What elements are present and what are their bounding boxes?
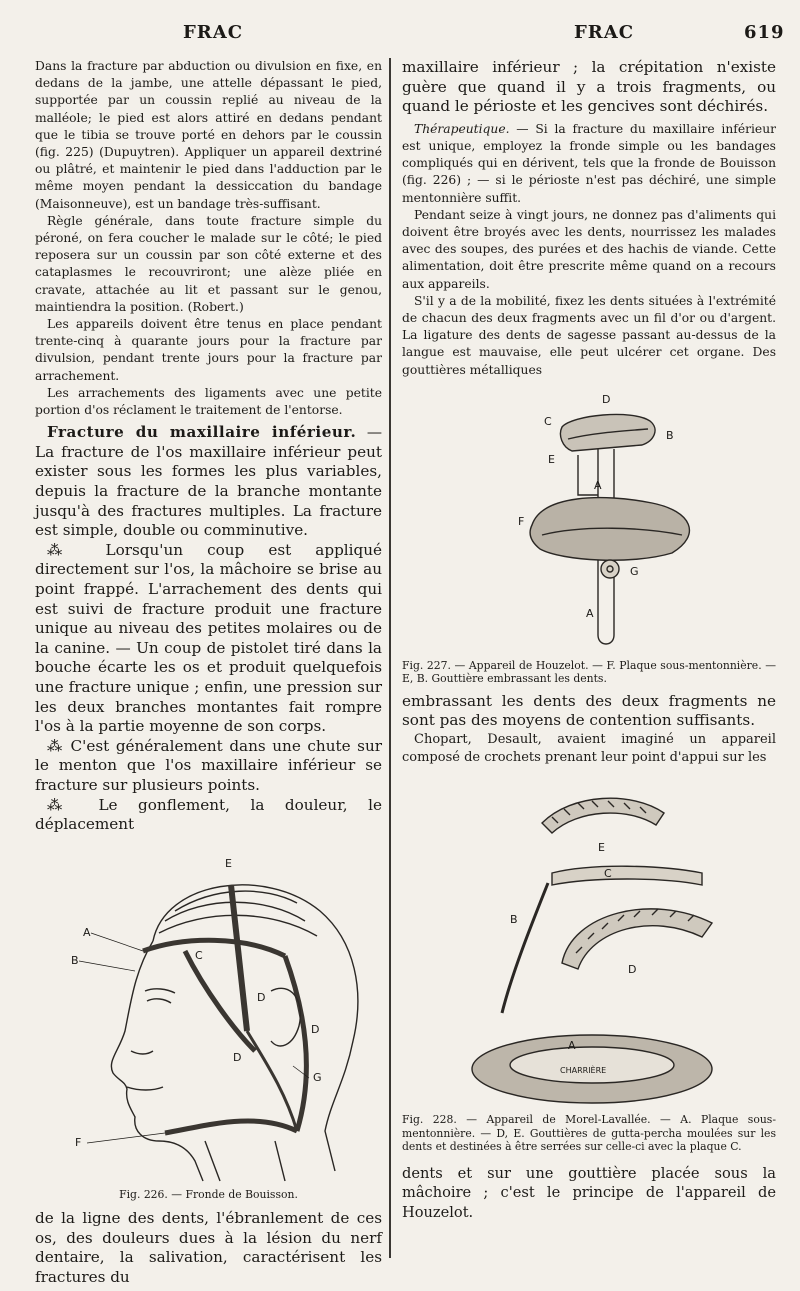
fig226-label-F: F [75,1135,82,1149]
fig228-label-C: C [604,867,612,881]
fig226-label-D3: D [311,1022,320,1036]
fig226-label-G: G [313,1070,322,1084]
paragraph-appareils: Les appareils doivent être tenus en place pendant trente-cinq à quarante jours pour la fracture par divulsion, pendant trente jours pour la fracture par arrachement. [35,317,382,383]
paragraph-gouttiere-placee: dents et sur une gouttière placée sous la mâchoire ; c'est le principe de l'appareil de Houzelot. [402,1164,776,1221]
paragraph-arrachements: Les arrachements des ligaments avec une petite portion d'os réclament le traitement de l'entorse. [35,385,382,418]
paragraph-mobilite: S'il y a de la mobilité, fixez les dents situées à l'extrémité de chacun des deux fragments avec un fil d'or ou d'argent. La ligature des dents de sagesse passant au-dessus de la langue est mauvaise, elle peut ulcérer cet organe. Des gouttières métalliques [402,293,776,377]
paragraph-gonflement: ⁂ Le gonflement, la douleur, le déplacement [35,795,382,834]
right-small-block [402,121,776,379]
fig226-label-C: C [195,948,203,962]
fig227-label-D: D [602,392,611,406]
paragraph-abduction: Dans la fracture par abduction ou divulsion en fixe, en dedans de la jambe, une attelle dépassant le pied, supportée par un coussin replié au niveau de la malléole; le pied est alors attiré en dedans pendant que le tibia se trouve porté en dehors par le coussin (fig. 225) (Dupuytren). Appliquer un appareil dextriné ou plâtré, et maintenir le pied dans l'adduction par le même moyen pendant la dessiccation du bandage (Maisonneuve), est un bandage très-suffisant. [35,59,382,211]
large-text-block-end [35,1209,382,1287]
therapeutique-label: Thérapeutique. [414,121,510,136]
fig226-label-D1: D [257,990,266,1004]
appareil-houzelot-illustration [402,385,776,657]
right-large-block-end [402,1164,776,1223]
appareil-morel-lavallee-illustration [402,773,776,1111]
fig226-label-D2: D [233,1050,242,1064]
fig227-label-B: B [666,428,674,442]
fig227-label-G: G [630,564,639,578]
column-divider [389,58,391,1258]
fig227-label-E: E [548,452,555,466]
left-column [35,58,382,1288]
fig227-caption: Fig. 227. — Appareil de Houzelot. — F. Plaque sous-mentonnière. — E, B. Gouttière embrassant les dents. [402,658,776,686]
fig227-label-A1: A [594,478,602,492]
fig228-label-E: E [598,841,605,855]
paragraph-maxillaire-intro [35,423,382,541]
fig228-label-D: D [628,963,637,977]
paragraph-embrassant: embrassant les dents des deux fragments ne sont pas des moyens de contention suffisants. [402,691,776,730]
section-heading: Fracture du maxillaire inférieur. [47,423,357,442]
paragraph-seize-jours: Pendant seize à vingt jours, ne donnez pas d'aliments qui doivent être broyés avec les dents, nourrissez les malades avec des soupes, des purées et des hachis de viande. Cette alimentation, doit être prescrite même quand on a recours aux appareils. [402,207,776,291]
figure-227 [402,385,776,686]
fig227-label-A2: A [586,606,594,620]
paragraph-maxillaire-text: — La fracture de l'os maxillaire inférieur peut exister sous les formes les plus variables, depuis la fracture de la branche montante jusqu'à des fractures multiples. La fracture est simple, double ou comminutive. [35,423,383,540]
right-large-block-2 [402,692,776,731]
fig227-label-F: F [518,514,525,528]
page-number: 619 [744,22,785,43]
fig226-label-A: A [83,925,91,939]
large-text-block [35,423,382,834]
fig228-stamp: CHARRIÈRE [560,1066,607,1076]
right-small-block-2 [402,731,776,767]
fig227-label-C: C [544,414,552,428]
fig228-caption: Fig. 228. — Appareil de Morel-Lavallée. — A. Plaque sous-mentonnière. — D, E. Gouttières de gutta-percha moulées sur les dents et destinées à être serrées sur celle-ci avec la plaque C. [402,1113,776,1154]
paragraph-therapeutique [402,121,776,207]
fig226-caption: Fig. 226. — Fronde de Bouisson. [119,1187,298,1201]
small-text-block [35,58,382,419]
therapeutique-text: — Si la fracture du maxillaire inférieur est unique, employez la fronde simple ou les bandages compliqués qui en dérivent, tels que la fronde de Bouisson (fig. 226) ; — si le périoste n'est pas déchiré, une simple mentonnière suffit. [402,121,776,205]
figure-226 [35,841,382,1202]
fig226-label-E: E [225,856,232,870]
fronde-bouisson-illustration [35,841,382,1186]
paragraph-regle-generale: Règle générale, dans toute fracture simple du péroné, on fera coucher le malade sur le côté; le pied reposera sur un coussin par son côté externe et des cataplasmes le recouvriront; une alèze pliée en cravate, attachée au lit et passant sur le genou, maintiendra la position. (Robert.) [35,213,382,314]
fig228-label-B: B [510,913,518,927]
running-head-left: FRAC [183,22,244,43]
fig228-label-A: A [568,1039,576,1053]
paragraph-ligne-dents: de la ligne des dents, l'ébranlement de ces os, des douleurs dues à la lésion du nerf dentaire, la salivation, caractérisent les fractures du [35,1209,382,1287]
fig226-label-B: B [71,953,79,967]
running-head-center: FRAC [574,22,635,43]
right-column [402,58,776,1222]
paragraph-chopart: Chopart, Desault, avaient imaginé un appareil composé de crochets prenant leur point d'appui sur les [402,732,776,766]
right-large-block [402,58,776,117]
paragraph-coup-direct: ⁂ Lorsqu'un coup est appliqué directement sur l'os, la mâchoire se brise au point frappé. L'arrachement des dents qui est suivi de fracture produit une fracture unique au niveau des petites molaires ou de la canine. — Un coup de pistolet tiré dans la bouche écarte les os et produit quelquefois une fracture unique ; enfin, une pression sur les deux branches montantes fait rompre l'os à la partie moyenne de son corps. [35,540,382,736]
paragraph-crepitation: maxillaire inférieur ; la crépitation n'existe guère que quand il y a trois fragments, ou quand le périoste et les gencives sont déchirés. [402,58,776,116]
figure-228 [402,773,776,1154]
paragraph-chute-menton: ⁂ C'est généralement dans une chute sur le menton que l'os maxillaire inférieur se fracture sur plusieurs points. [35,736,382,794]
